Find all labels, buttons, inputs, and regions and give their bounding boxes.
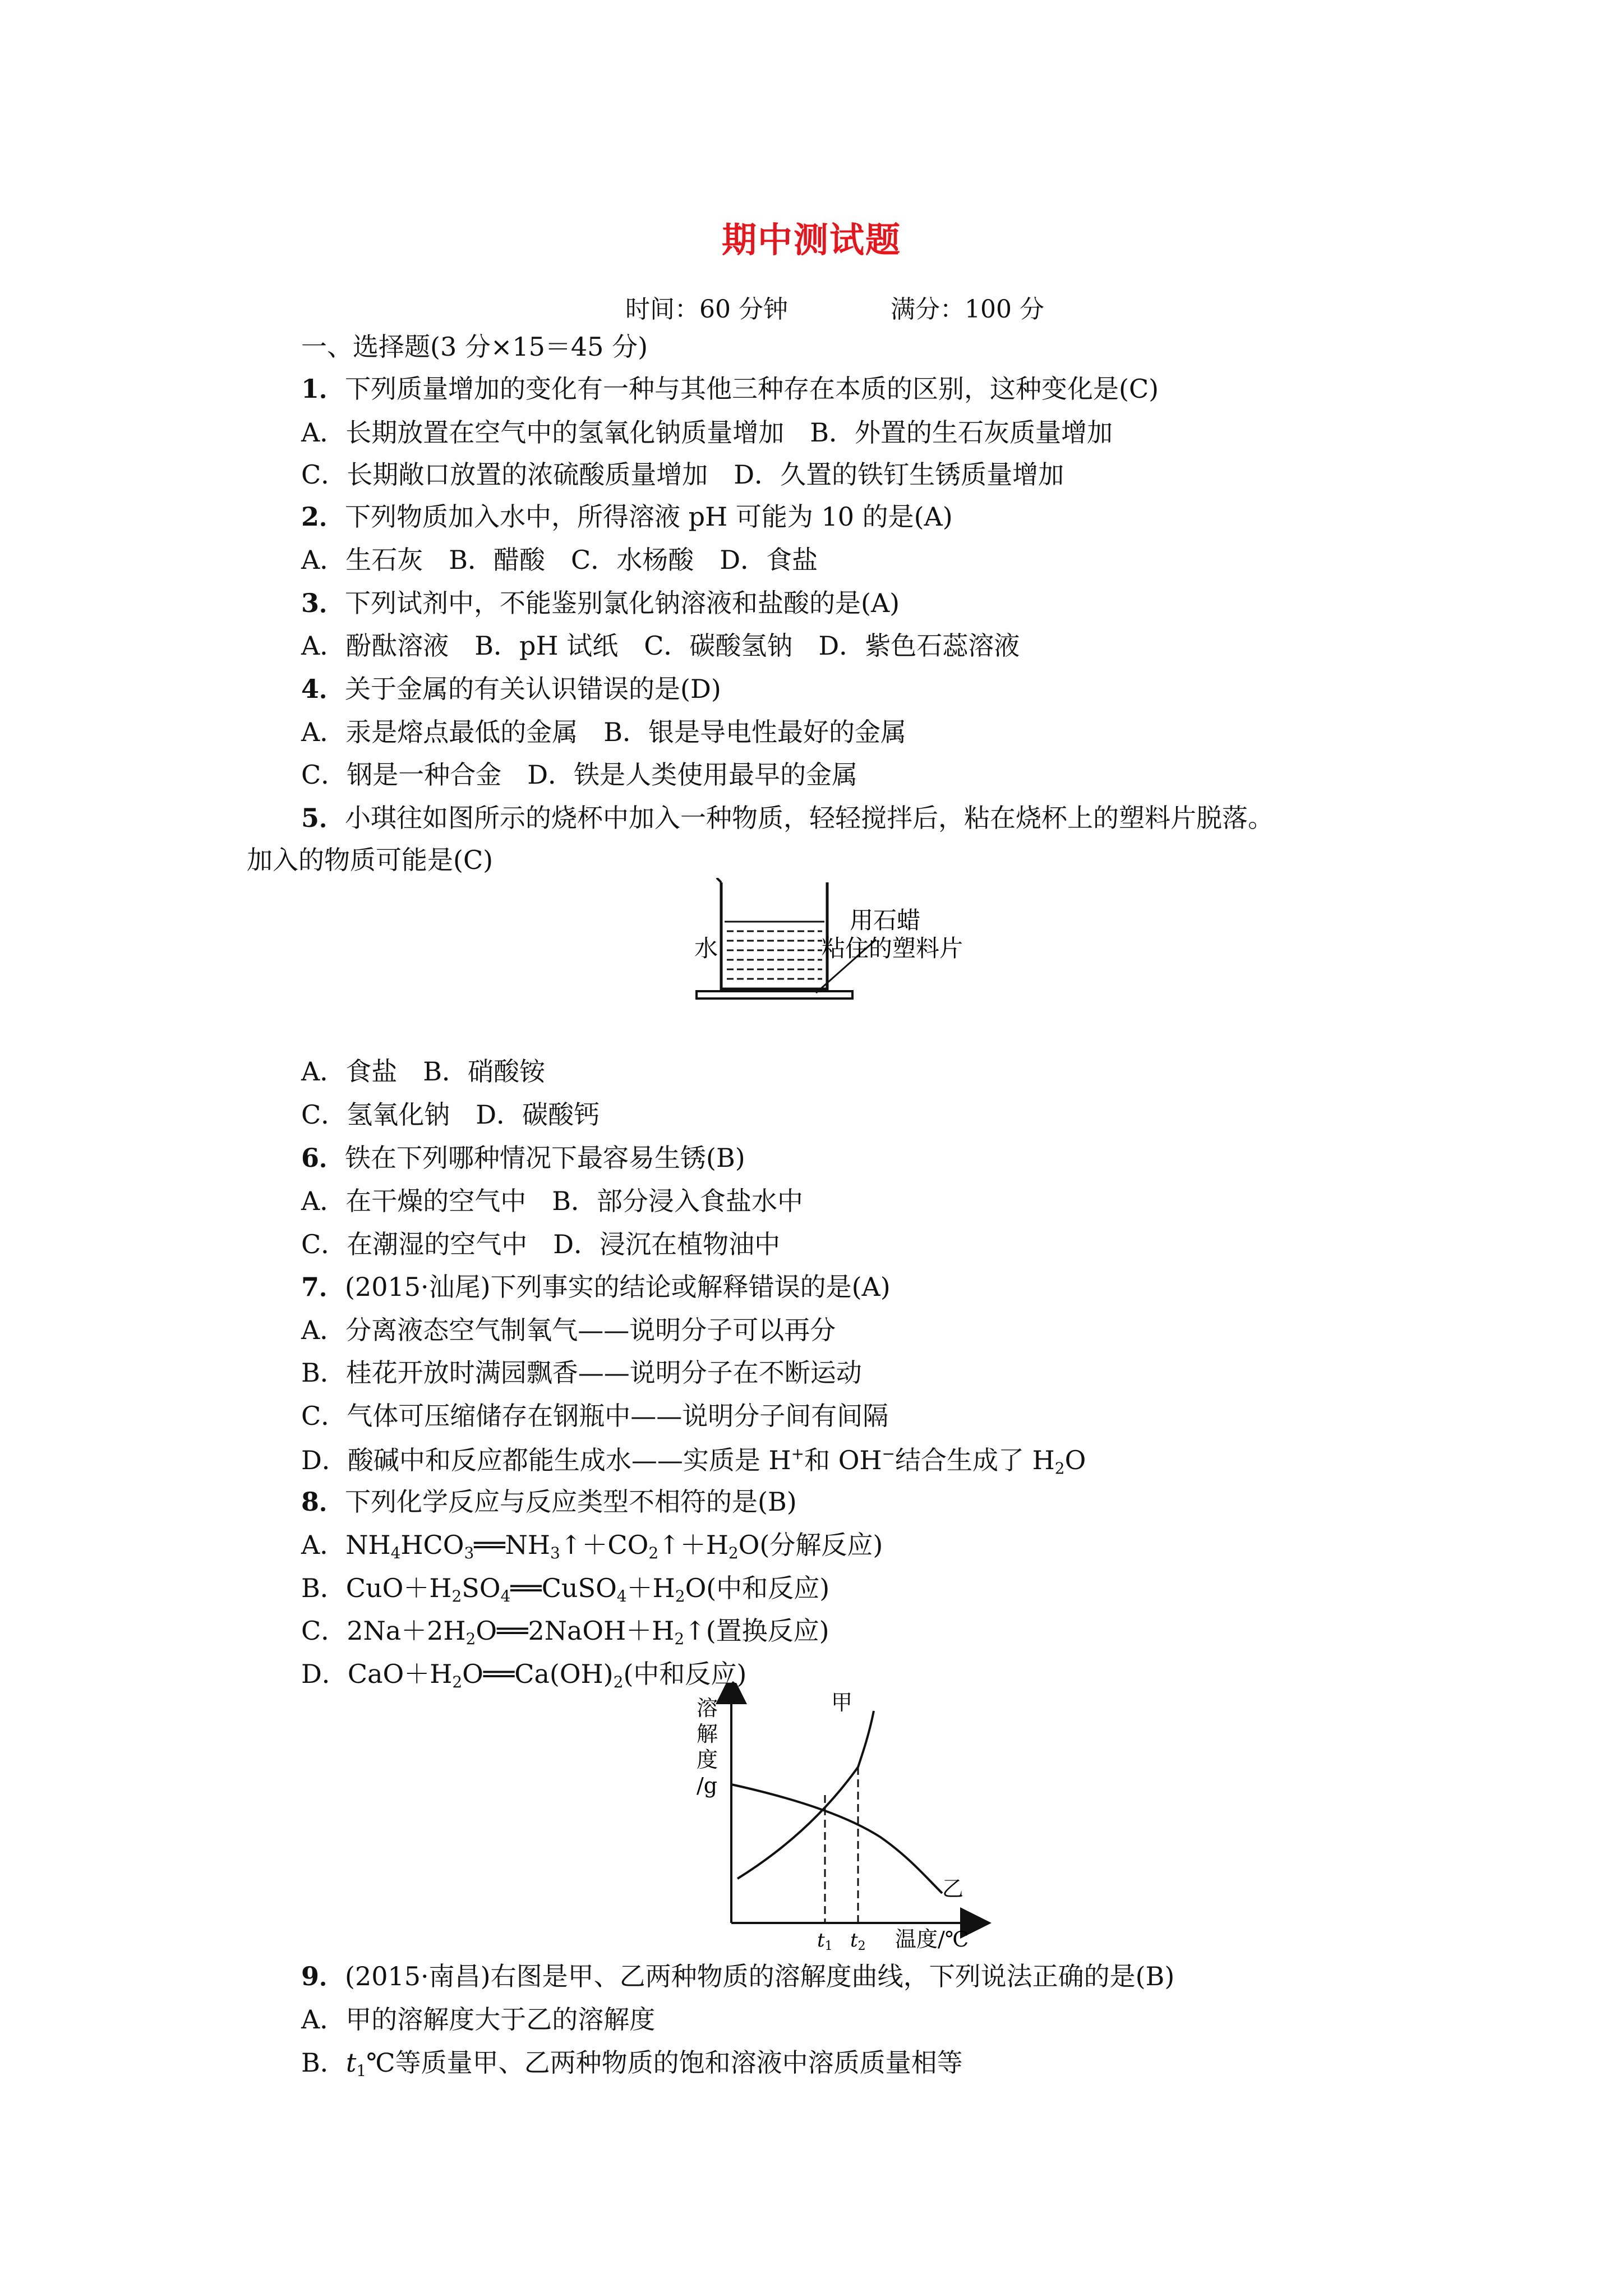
question-2 [301,501,953,532]
question-number: 5． [301,803,345,833]
question-5-continued: 加入的物质可能是(C) [247,845,494,875]
beaker-figure [690,878,1038,1015]
q8-option-a: A．$NH_4HCO_3══NH_3↑+CO_2↑+H_2O$(分解反应) [301,1530,883,1562]
tick-t2: t2 [850,1929,866,1952]
series-jia-curve [737,1711,874,1879]
time-limit: 时间：60 分钟 [625,295,788,324]
series-jia-label: 甲 [831,1690,853,1715]
q1-options-ab: A．长期放置在空气中的氢氧化钠质量增加 B．外置的生石灰质量增加 [301,417,1113,448]
question-5 [301,805,1274,831]
q5-options-ab: A．食盐 B．硝酸铵 [301,1056,546,1087]
q7-option-d: D．酸碱中和反应都能生成水——实质是 H+和 OH−结合生成了 $H_2O$ [301,1444,1086,1478]
q5-options-cd: C．氢氧化钠 D．碳酸钙 [301,1099,600,1130]
series-yi-label: 乙 [942,1876,964,1901]
question-6 [301,1145,745,1171]
question-number: 6． [301,1143,345,1173]
q7-option-b: B．桂花开放时满园飘香——说明分子在不断运动 [301,1358,862,1388]
question-7 [301,1274,891,1300]
beaker-outline [721,882,827,989]
question-1 [301,376,1159,402]
question-number: 8． [301,1487,345,1517]
q6-options-cd: C．在潮湿的空气中 D．浸沉在植物油中 [301,1229,781,1259]
question-text: 关于金属的有关认识错误的是(D) [345,674,721,704]
y-axis-label-2: 解 [697,1722,718,1746]
question-text: 下列化学反应与反应类型不相符的是(B) [345,1487,797,1517]
series-yi-curve [731,1784,942,1893]
y-axis-label-4: /g [697,1773,718,1798]
q4-options-ab: A．汞是熔点最低的金属 B．银是导电性最好的金属 [301,717,907,747]
x-axis-label: 温度/℃ [895,1927,969,1952]
q4-options-cd: C．钢是一种合金 D．铁是人类使用最早的金属 [301,760,858,790]
question-text: (2015·南昌)右图是甲、乙两种物质的溶解度曲线，下列说法正确的是(B) [345,1961,1175,1991]
question-text: (2015·汕尾)下列事实的结论或解释错误的是(A) [345,1272,891,1302]
question-text: 下列质量增加的变化有一种与其他三种存在本质的区别，这种变化是(C) [345,374,1159,404]
question-number: 9． [301,1961,345,1991]
q6-options-ab: A．在干燥的空气中 B．部分浸入食盐水中 [301,1186,804,1216]
question-text: 铁在下列哪种情况下最容易生锈(B) [345,1143,745,1173]
question-number: 4． [301,674,345,704]
question-8 [301,1489,797,1515]
y-axis-label-1: 溶 [697,1696,718,1720]
water-level-lines [727,931,822,979]
full-score: 满分：100 分 [891,295,1044,324]
section-heading: 一、选择题(3 分×15＝45 分) [301,332,648,362]
question-3 [301,590,900,616]
q8-option-b: B．$CuO+H_2SO_4══CuSO_4+H_2O$(中和反应) [301,1573,830,1605]
tick-t1: t1 [817,1929,833,1952]
q9-option-b: B．$t_1℃$等质量甲、乙两种物质的饱和溶液中溶质质量相等 [301,2047,963,2080]
q8-option-c: C．$2Na+2H_2O══2NaOH+H_2↑$(置换反应) [301,1616,829,1648]
q8-option-d: D．$CaO+H_2O══Ca(OH)_2$(中和反应) [301,1659,747,1691]
q1-options-cd: C．长期敞口放置的浓硫酸质量增加 D．久置的铁钉生锈质量增加 [301,459,1064,490]
q7-option-a: A．分离液态空气制氧气——说明分子可以再分 [301,1315,836,1345]
plastic-sheet [697,991,852,999]
beaker-lip [717,878,721,882]
q3-options: A．酚酞溶液 B．pH 试纸 C．碳酸氢钠 D．紫色石蕊溶液 [301,631,1020,661]
question-text: 小琪往如图所示的烧杯中加入一种物质，轻轻搅拌后，粘在烧杯上的塑料片脱落。 [345,803,1274,833]
q2-options: A．生石灰 B．醋酸 C．水杨酸 D．食盐 [301,545,818,575]
water-label: 水 [694,935,718,962]
question-number: 2． [301,501,345,532]
plastic-label-line1: 用石蜡 [850,907,921,934]
question-text: 下列物质加入水中，所得溶液 pH 可能为 10 的是(A) [345,501,953,532]
solubility-chart [695,1683,1021,1952]
question-9 [301,1963,1174,1989]
page-title: 期中测试题 [721,219,901,260]
q9-option-a: A．甲的溶解度大于乙的溶解度 [301,2004,656,2035]
question-number: 1． [301,374,345,404]
question-text: 下列试剂中，不能鉴别氯化钠溶液和盐酸的是(A) [345,588,900,618]
question-number: 3． [301,588,345,618]
question-number: 7． [301,1272,345,1302]
q7-option-c: C．气体可压缩储存在钢瓶中——说明分子间有间隔 [301,1401,889,1431]
question-4 [301,676,721,702]
plastic-label-line2: 粘住的塑料片 [822,935,963,962]
y-axis-label-3: 度 [697,1747,718,1772]
